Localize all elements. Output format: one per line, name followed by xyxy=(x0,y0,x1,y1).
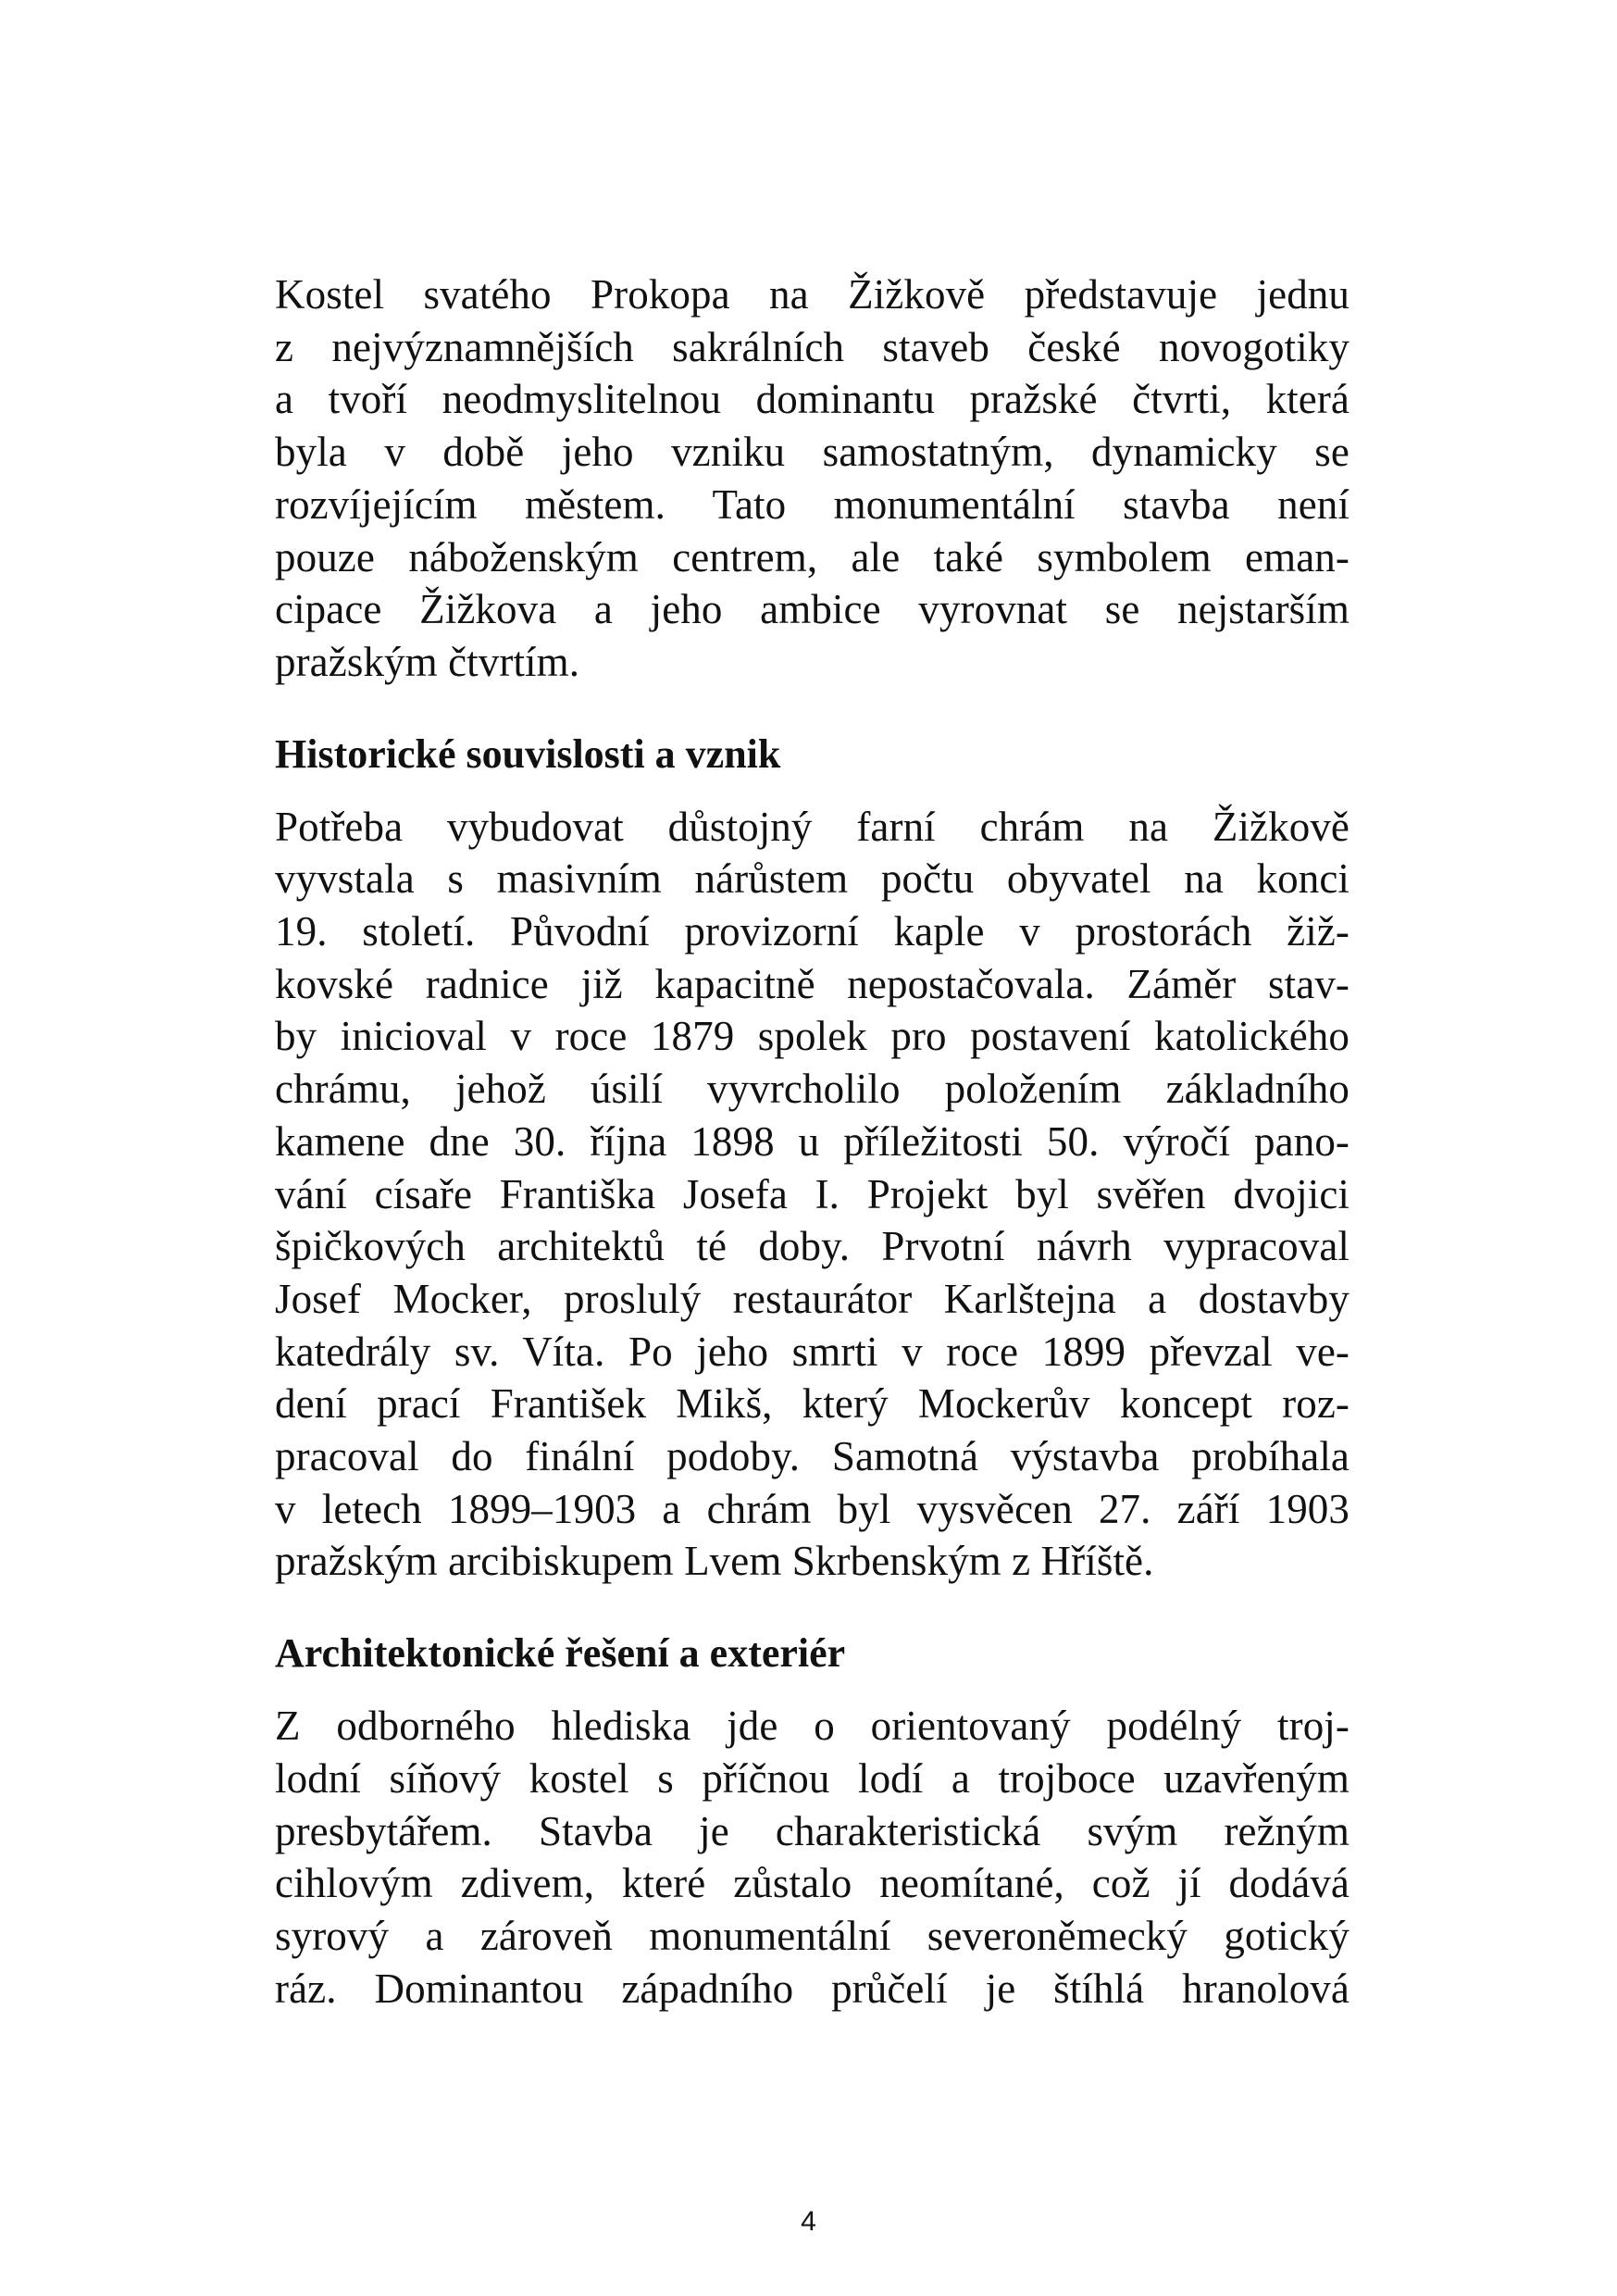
text-line: syrový a zároveň monumentální severoněmecký gotický xyxy=(275,1912,1350,1959)
text-line: cihlovým zdivem, které zůstalo neomítané, což jí dodává xyxy=(275,1860,1350,1907)
intro-paragraph xyxy=(275,268,1350,689)
section-heading-history: Historické souvislosti a vznik xyxy=(275,730,781,777)
text-line: a tvoří neodmyslitelnou dominantu pražské čtvrti, která xyxy=(275,376,1350,423)
section-heading-architecture: Architektonické řešení a exteriér xyxy=(275,1630,846,1677)
text-line: Josef Mocker, proslulý restaurátor Karlštejna a dostavby xyxy=(275,1275,1350,1322)
text-line: lodní síňový kostel s příčnou lodí a trojboce uzavřeným xyxy=(275,1754,1350,1802)
text-line: presbytářem. Stavba je charakteristická svým režným xyxy=(275,1807,1350,1854)
text-line: dení prací František Mikš, který Mockerův koncept roz- xyxy=(275,1380,1350,1428)
text-line: pražským čtvrtím. xyxy=(275,638,580,685)
text-line: pracoval do finální podoby. Samotná výstavba probíhala xyxy=(275,1433,1350,1480)
text-line: by inicioval v roce 1879 spolek pro postavení katolického xyxy=(275,1013,1350,1060)
text-line: cipace Žižkova a jeho ambice vyrovnat se nejstarším xyxy=(275,586,1350,633)
text-line: Kostel svatého Prokopa na Žižkově představuje jednu xyxy=(275,271,1350,318)
architecture-paragraph xyxy=(275,1700,1350,2015)
text-line: kamene dne 30. října 1898 u příležitosti 50. výročí pano- xyxy=(275,1117,1350,1165)
text-line: Potřeba vybudovat důstojný farní chrám na Žižkově xyxy=(275,803,1350,850)
text-line: vání císaře Františka Josefa I. Projekt byl svěřen dvojici xyxy=(275,1170,1350,1217)
text-line: vyvstala s masivním nárůstem počtu obyvatel na konci xyxy=(275,855,1350,903)
text-line: z nejvýznamnějších sakrálních staveb české novogotiky xyxy=(275,323,1350,370)
text-line: pražským arcibiskupem Lvem Skrbenským z Hříště. xyxy=(275,1538,1154,1585)
text-line: chrámu, jehož úsilí vyvrcholilo položením základního xyxy=(275,1066,1350,1113)
text-line: Z odborného hlediska jde o orientovaný podélný troj- xyxy=(275,1703,1350,1750)
text-line: 19. století. Původní provizorní kaple v prostorách žiž- xyxy=(275,908,1350,955)
text-line: byla v době jeho vzniku samostatným, dynamicky se xyxy=(275,429,1350,476)
page-number: 4 xyxy=(801,2206,816,2237)
document-page xyxy=(275,268,1350,2015)
text-line: rozvíjejícím městem. Tato monumentální stavba není xyxy=(275,480,1350,528)
text-line: pouze náboženským centrem, ale také symbolem eman- xyxy=(275,533,1350,580)
text-line: v letech 1899–1903 a chrám byl vysvěcen 27. září 1903 xyxy=(275,1485,1350,1532)
text-line: špičkových architektů té doby. Prvotní návrh vypracoval xyxy=(275,1223,1350,1270)
text-line: ráz. Dominantou západního průčelí je štíhlá hranolová xyxy=(275,1965,1350,2012)
text-line: kovské radnice již kapacitně nepostačovala. Záměr stav- xyxy=(275,960,1350,1007)
history-paragraph xyxy=(275,801,1350,1589)
text-line: katedrály sv. Víta. Po jeho smrti v roce 1899 převzal ve- xyxy=(275,1328,1350,1375)
